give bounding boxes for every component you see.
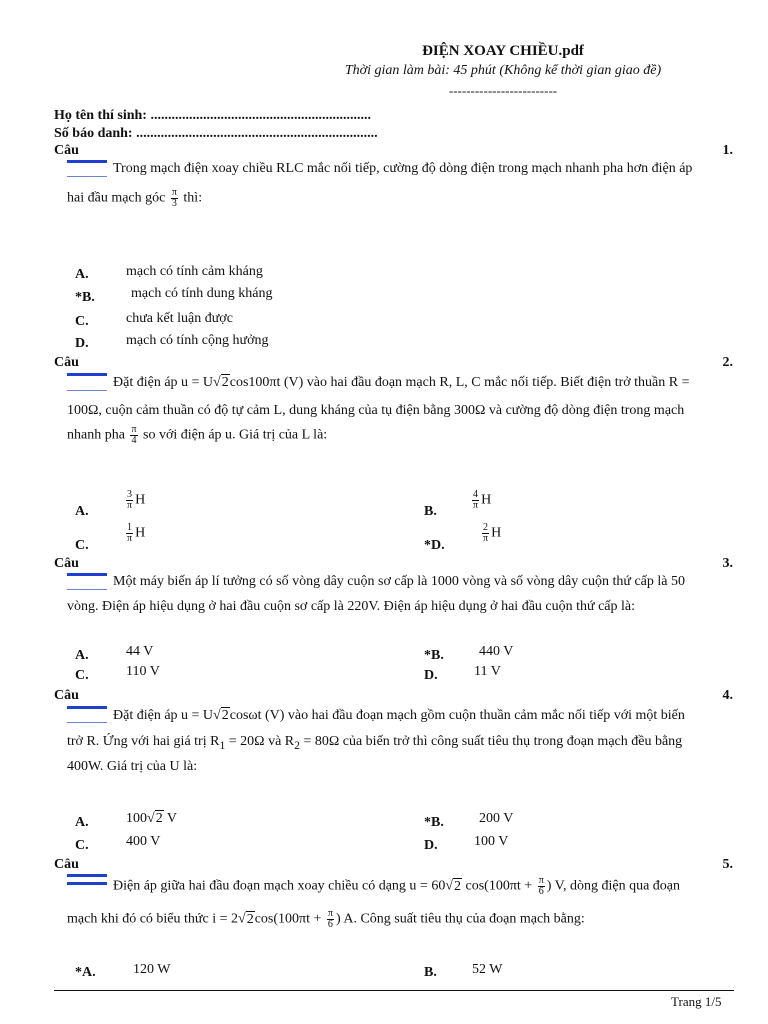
option-text: mạch có tính dung kháng xyxy=(131,286,273,301)
answer-blank xyxy=(67,176,107,177)
question-number: 3. xyxy=(722,556,733,571)
option-label: C. xyxy=(75,668,89,683)
option-label: *B. xyxy=(75,290,95,305)
question-text: nhanh pha $\frac{\pi}{4}$ so với điện áp u. Giá trị của L là: xyxy=(67,424,328,446)
fraction: $\frac{\pi}{3}$ xyxy=(171,187,177,209)
answer-marker xyxy=(67,573,107,576)
option-text: $\frac{1}{\pi}$ H xyxy=(127,522,146,544)
question-label: Câu xyxy=(54,143,79,158)
option-text: chưa kết luận được xyxy=(126,311,233,326)
option-text: $\frac{4}{\pi}$ H xyxy=(473,489,492,511)
answer-marker xyxy=(67,882,107,885)
fraction: $\frac{\pi}{4}$ xyxy=(131,424,137,446)
answer-marker xyxy=(67,373,107,376)
separator: ------------------------- xyxy=(448,83,558,98)
question-label: Câu xyxy=(54,688,79,703)
option-label: A. xyxy=(75,267,89,282)
option-label: A. xyxy=(75,648,89,663)
question-text: mạch khi đó có biểu thức i = 2√2cos(100πt + $\frac{\pi}{6}$ ) A. Công suất tiêu thụ của đoạn mạch bằng: xyxy=(67,908,585,930)
option-text: 44 V xyxy=(126,644,154,659)
option-text: 52 W xyxy=(472,962,503,977)
fraction: $\frac{\pi}{6}$ xyxy=(327,908,333,930)
question-text: 100Ω, cuộn cảm thuần có độ tự cảm L, dung kháng của tụ điện bằng 300Ω và cường độ dòng điện trong mạch xyxy=(67,403,685,418)
answer-marker xyxy=(67,874,107,877)
question-label: Câu xyxy=(54,355,79,370)
option-label: *B. xyxy=(424,648,444,663)
option-text: 120 W xyxy=(133,962,171,977)
answer-blank xyxy=(67,722,107,723)
question-text: Trong mạch điện xoay chiều RLC mắc nối tiếp, cường độ dòng điện trong mạch nhanh pha hơn điện áp xyxy=(113,161,693,176)
page-number: Trang 1/5 xyxy=(671,994,722,1009)
option-label: D. xyxy=(424,838,438,853)
answer-marker xyxy=(67,160,107,163)
option-label: C. xyxy=(75,314,89,329)
option-text: $\frac{3}{\pi}$ H xyxy=(127,489,146,511)
option-text: 100 V xyxy=(474,834,509,849)
option-text: $\frac{2}{\pi}$ H xyxy=(483,522,502,544)
option-label: B. xyxy=(424,965,437,980)
question-text: 400W. Giá trị của U là: xyxy=(67,759,198,774)
student-id-field: Số báo danh: ..................................................................... xyxy=(54,126,378,141)
option-label: *B. xyxy=(424,815,444,830)
option-text: 11 V xyxy=(474,664,501,679)
question-text: Một máy biến áp lí tưởng có số vòng dây cuộn sơ cấp là 1000 vòng và số vòng dây cuộn thứ cấp là 50 xyxy=(113,574,685,589)
option-label: A. xyxy=(75,504,89,519)
option-text: mạch có tính cộng hưởng xyxy=(126,333,269,348)
document-title: ĐIỆN XOAY CHIỀU.pdf xyxy=(422,43,584,59)
question-number: 2. xyxy=(722,355,733,370)
exam-duration: Thời gian làm bài: 45 phút (Không kể thời gian giao đề) xyxy=(344,63,662,78)
option-label: C. xyxy=(75,538,89,553)
answer-marker xyxy=(67,706,107,709)
question-number: 5. xyxy=(722,857,733,872)
option-label: A. xyxy=(75,815,89,830)
option-text: 440 V xyxy=(479,644,514,659)
option-text: 200 V xyxy=(479,811,514,826)
question-text: Đặt điện áp u = U√2cosωt (V) vào hai đầu đoạn mạch gồm cuộn thuần cảm mắc nối tiếp với một biến xyxy=(113,708,685,723)
answer-blank xyxy=(67,589,107,590)
question-number: 1. xyxy=(722,143,733,158)
question-label: Câu xyxy=(54,857,79,872)
option-text: 110 V xyxy=(126,664,160,679)
option-text: 400 V xyxy=(126,834,161,849)
option-label: C. xyxy=(75,838,89,853)
question-text: Đặt điện áp u = U√2cos100πt (V) vào hai đầu đoạn mạch R, L, C mắc nối tiếp. Biết điện trở thuần R = xyxy=(113,375,690,390)
question-label: Câu xyxy=(54,556,79,571)
option-label: *D. xyxy=(424,538,445,553)
option-text: 100√2 V xyxy=(126,811,178,826)
question-text: hai đầu mạch góc $\frac{\pi}{3}$ thì: xyxy=(67,187,203,209)
option-label: B. xyxy=(424,504,437,519)
option-label: D. xyxy=(424,668,438,683)
footer-divider xyxy=(54,990,734,991)
question-text: trở R. Ứng với hai giá trị $R_1 = 20\Omega$ và $R_2 = 80\Omega$ của biến trở thì công suất tiêu thụ trong đoạn mạch đều bằng xyxy=(67,734,683,752)
answer-blank xyxy=(67,390,107,391)
question-text: Điện áp giữa hai đầu đoạn mạch xoay chiều có dạng u = 60√2 cos(100πt + $\frac{\pi}{6}$ ) V, dòng điện qua đoạn xyxy=(113,875,681,897)
question-text: vòng. Điện áp hiệu dụng ở hai đầu cuộn sơ cấp là 220V. Điện áp hiệu dụng ở hai đầu cuộn thứ cấp là: xyxy=(67,599,636,614)
fraction: $\frac{\pi}{6}$ xyxy=(538,875,544,897)
option-label: D. xyxy=(75,336,89,351)
option-text: mạch có tính cảm kháng xyxy=(126,264,263,279)
question-number: 4. xyxy=(722,688,733,703)
student-name-field: Họ tên thí sinh: ............................................................... xyxy=(54,108,371,123)
option-label: *A. xyxy=(75,965,96,980)
